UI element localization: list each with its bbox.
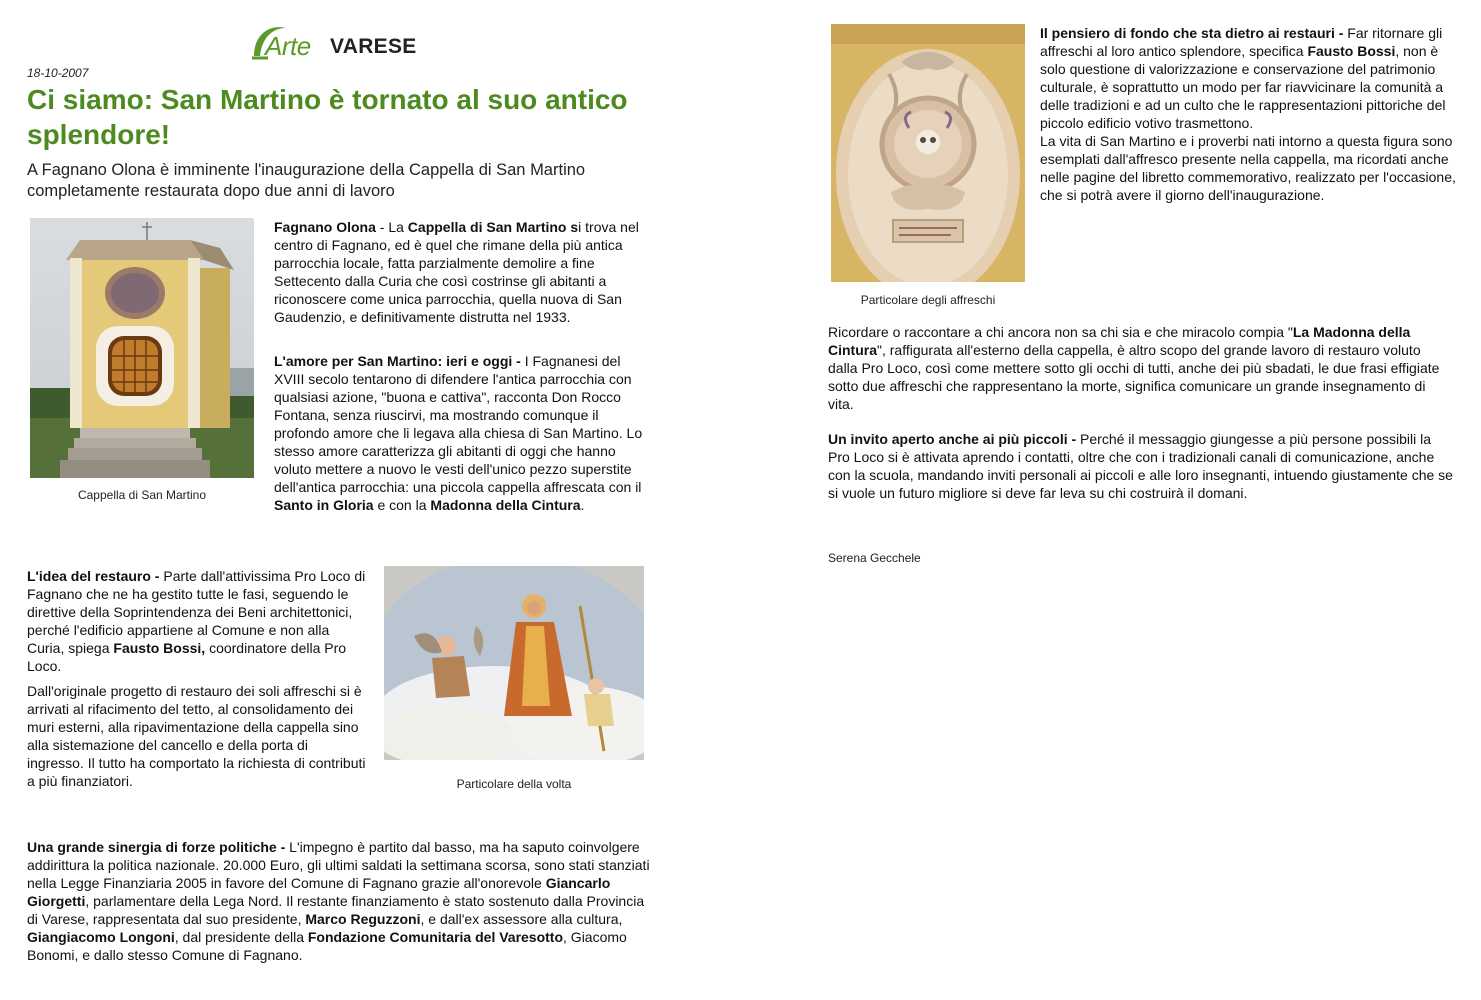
article-author: Serena Gecchele <box>828 551 921 565</box>
article-title: Ci siamo: San Martino è tornato al suo antico splendore! <box>27 84 628 150</box>
paragraph-love-for-san-martino: L'amore per San Martino: ieri e oggi - I Fagnanesi del XVIII secolo tentarono di difendere l'antica parrocchia con qualsiasi azione, "buona e cattiva", racconta Don Rocco Fontana, senza riuscirvi, ma mostrando comunque il profondo amore che li legava alla chiesa di San Martino. Lo stesso amore caratterizza gli abitanti di oggi che hanno voluto mettere a nuovo le vesti dell'unico pezzo superstite dell'antica parrocchia: una piccola cappella affrescata con il Santo in Gloria e con la Madonna della Cintura. <box>274 353 643 513</box>
vault-fresco-photo <box>384 566 644 760</box>
article-subtitle: A Fagnano Olona è imminente l'inaugurazione della Cappella di San Martino completamente restaurata dopo due anni di lavoro <box>27 161 586 200</box>
artevarese-logo[interactable] <box>248 22 438 66</box>
vault-caption: Particolare della volta <box>456 777 572 791</box>
chapel-photo <box>30 218 254 478</box>
paragraph-underlying-idea: Il pensiero di fondo che sta dietro ai restauri - Far ritornare gli affreschi al loro antico splendore, specifica Fausto Bossi, non è solo questione di valorizzazione e conservazione del patrimonio culturale, è soprattutto un modo per far riavvicinare la comunità a delle tradizioni e ad un culto che le rappresentazioni pittoriche del piccolo edificio votivo trasmettono. La vita di San Martino e i proverbi nati intorno a questa figura sono esemplati dall'affresco presente nella cappella, ma ricordati anche nelle pagine del libretto commemorativo, realizzato per l'occasione, che si potrà avere il giorno dell'inaugurazione. <box>1040 25 1456 203</box>
paragraph-invitation-children: Un invito aperto anche ai più piccoli - Perché il messaggio giungesse a più persone possibili la Pro Loco si è attivata aprendo i contatti, oltre che con i tradizionali canali di comunicazione, anche con la scuola, mandando inviti personali ai piccoli e alle loro insegnanti, intuendo giustamente che se si vuole un futuro migliore si deve far leva su chi costruirà il domani. <box>828 431 1453 501</box>
logo-varese-text: VARESE <box>330 35 417 58</box>
frescoes-caption: Particolare degli affreschi <box>860 293 996 307</box>
paragraph-restoration-idea: L'idea del restauro - Parte dall'attivissima Pro Loco di Fagnano che ne ha gestito tutte le fasi, seguendo le direttive della Soprintendenza dei Beni architettonici, perché l'edificio appartiene al Comune e non alla Curia, spiega Fausto Bossi, coordinatore della Pro Loco. <box>27 568 366 674</box>
frescoes-detail-photo <box>831 24 1025 282</box>
paragraph-restoration-project: Dall'originale progetto di restauro dei soli affreschi si è arrivati al rifacimento del tetto, al consolidamento dei muri esterni, alla ripavimentazione della cappella sino alla sistemazione del cancello e della porta di ingresso. Il tutto ha comportato la richiesta di contributi a più finanziatori. <box>27 683 366 789</box>
paragraph-intro: Fagnano Olona - La Cappella di San Martino si trova nel centro di Fagnano, ed è quel che rimane della più antica parrocchia locale, fatta parzialmente demolire a fine Settecento dalla Curia che così costrinse gli abitanti a riconoscere come unica parrocchia, quella nuova di San Gaudenzio, e definitivamente distrutta nel 1933. <box>274 219 639 325</box>
chapel-caption: Cappella di San Martino <box>77 488 207 502</box>
paragraph-madonna-della-cintura: Ricordare o raccontare a chi ancora non sa chi sia e che miracolo compia "La Madonna della Cintura", raffigurata all'esterno della cappella, è altro scopo del grande lavoro di restauro voluto dalla Pro Loco, così come mettere sotto gli occhi di tutti, anche dei più sbadati, le due frasi effigiate sotto due affreschi che rappresentano la morte, significa comunicare un grande insegnamento di vita. <box>828 324 1440 412</box>
article-date: 18-10-2007 <box>27 66 89 80</box>
paragraph-political-synergy: Una grande sinergia di forze politiche - L'impegno è partito dal basso, ma ha saputo coinvolgere addirittura la politica nazionale. 20.000 Euro, gli ultimi saldati la settimana scorsa, sono stati stanziati nella Legge Finanziaria 2005 in favore del Comune di Fagnano grazie all'onorevole Giancarlo Giorgetti, parlamentare della Lega Nord. Il restante finanziamento è stato sostenuto dalla Provincia di Varese, rappresentata dal suo presidente, Marco Reguzzoni, e dall'ex assessore alla cultura, Giangiacomo Longoni, dal presidente della Fondazione Comunitaria del Varesotto, Giacomo Bonomi, e dallo stesso Comune di Fagnano. <box>27 839 650 963</box>
logo-arte-text: Arte <box>265 31 311 61</box>
